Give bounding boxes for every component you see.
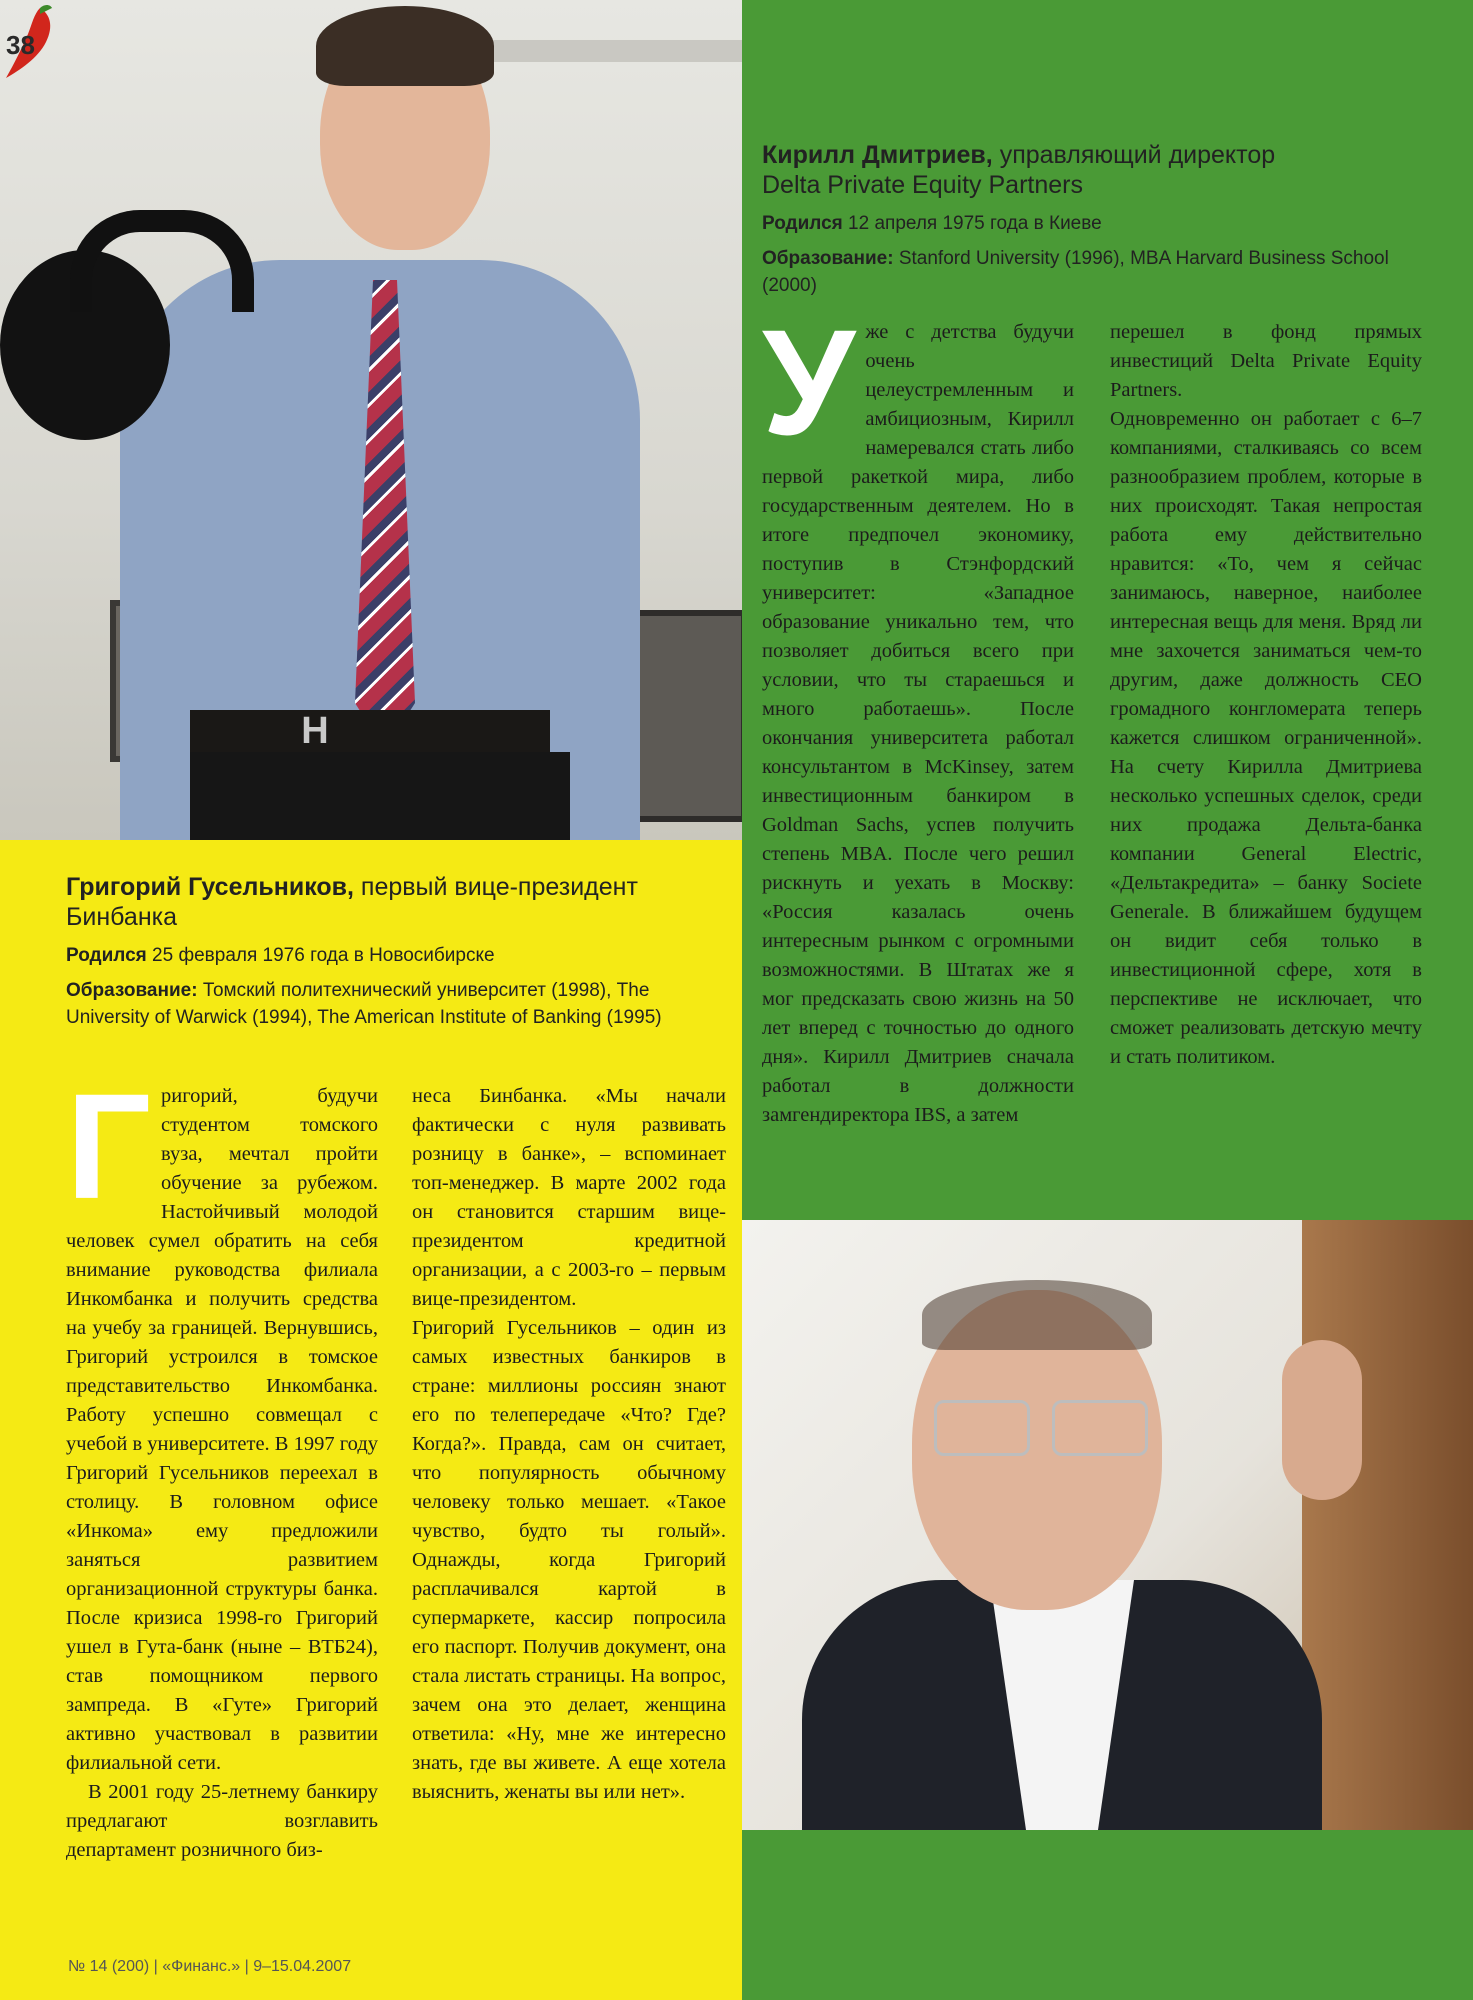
- right-person-born: [762, 210, 1462, 237]
- top-person-company: Бинбанка: [66, 903, 178, 931]
- hair: [922, 1280, 1152, 1350]
- education-value: Томский политехнический университет (1998), The University of Warwick (1994), The American Institute of Banking (1995): [66, 980, 662, 1028]
- glasses-left-lens: [934, 1400, 1030, 1456]
- education-label: Образование:: [66, 980, 198, 1001]
- right-education-value: Stanford University (1996), MBA Harvard Business School (2000): [762, 248, 1389, 296]
- footer-issue-info: № 14 (200) | «Финанс.» | 9–15.04.2007: [68, 1958, 352, 1975]
- right-person-position: управляющий директор: [992, 141, 1276, 169]
- right-col2-paragraph-1: перешел в фонд прямых инвестиций Delta Private Equity Partners.: [1110, 321, 1422, 401]
- dropcap-g: Г: [66, 1062, 152, 1230]
- hair: [316, 6, 494, 86]
- dropcap-u: У: [762, 298, 856, 466]
- belt: [190, 710, 550, 752]
- right-article-column-2: [1110, 318, 1422, 1072]
- green-footer-panel: [742, 1830, 1473, 2000]
- right-article-column-1: [762, 298, 1074, 1130]
- right-person-education: [762, 245, 1434, 299]
- top-article-column-1: [66, 1062, 378, 1865]
- right-born-value: 12 апреля 1975 года в Киеве: [842, 213, 1102, 234]
- right-person-company: Delta Private Equity Partners: [762, 171, 1083, 199]
- born-label: Родился: [66, 945, 147, 966]
- right-person-name: Кирилл Дмитриев,: [762, 141, 993, 169]
- wooden-door: [1302, 1220, 1473, 1830]
- top-col2-paragraph-1: неса Бинбанка. «Мы начали фактически с нуля развивать розницу в банке», – вспоминает топ-менеджер. В марте 2002 года он становится старшим вице-президентом кредитной организации, а с 2003-го – первым вице-президентом.: [412, 1085, 726, 1310]
- glasses-right-lens: [1052, 1400, 1148, 1456]
- hand: [1282, 1340, 1362, 1500]
- trousers: [190, 752, 570, 840]
- top-person-born: [66, 942, 726, 969]
- top-person-heading: [66, 872, 726, 932]
- belt-buckle: H: [301, 710, 329, 752]
- right-col1-paragraph-1: же с детства будучи очень целеустремленным и амбициозным, Кирилл намеревался стать либо первой ракеткой мира, либо государственным деятелем. Но в итоге предпочел экономику, поступив в Стэнфордский университет: «Западное образование уникально тем, что позволяет добиться всего при условии, что ты стараешься и много работаешь». После окончания университета работал консультантом в McKinsey, затем инвестиционным банкиром в Goldman Sachs, успев получить степень MBA. После чего решил рискнуть и уехать в Москву: «Россия казалась очень интересным рынком с огромными возможностями. В Штатах же я мог предсказать свою жизнь на 50 лет вперед с точностью до одного дня». Кирилл Дмитриев сначала работал в должности замгендиректора IBS, а затем: [762, 321, 1074, 1126]
- top-person-position: первый вице-президент: [353, 873, 638, 901]
- top-person-name: Григорий Гусельников,: [66, 873, 354, 901]
- top-col1-paragraph-1: ригорий, будучи студентом томского вуза, мечтал пройти обучение за рубежом. Настойчивый молодой человек сумел обратить на себя внимание руководства филиала Инкомбанка и получить средства на учебу за границей. Вернувшись, Григорий устроился в томское представительство Инкомбанка. Работу успешно совмещал с учебой в университете. В 1997 году Григорий Гусельников переехал в столицу. В головном офисе «Инкома» ему предложили заняться развитием организационной структуры банка. После кризиса 1998-го Григорий ушел в Гута-банк (ныне – ВТБ24), став помощником первого зампреда. В «Гуте» Григорий активно участвовал в развитии филиальной сети.: [66, 1085, 378, 1774]
- right-col2-paragraph-2: Одновременно он работает с 6–7 компаниями, сталкиваясь со всем разнообразием проблем, которые в них происходят. Такая непростая работа ему действительно нравится: «То, чем я сейчас занимаюсь, наверное, наиболее интересная вещь для меня. Вряд ли мне захочется заниматься чем-то другим, даже должность CEO громадного конгломерата теперь кажется слишком ограниченной». На счету Кирилла Дмитриева несколько успешных сделок, среди них продажа Дельта-банка компании General Electric, «Дельтакредита» – банку Societe Generale. В ближайшем будущем он видит себя только в инвестиционной сфере, хотя в перспективе не исключает, что сможет реализовать детскую мечту и стать политиком.: [1110, 408, 1422, 1068]
- kettlebell-handle: [70, 210, 254, 312]
- top-article-column-2: [412, 1082, 726, 1807]
- photo-guselnikov: [0, 0, 742, 840]
- right-education-label: Образование:: [762, 248, 894, 269]
- right-person-heading: [762, 140, 1462, 200]
- top-person-education: [66, 977, 696, 1031]
- right-born-label: Родился: [762, 213, 843, 234]
- photo-dmitriev: [742, 1220, 1473, 1830]
- top-col1-paragraph-2: В 2001 году 25-летнему банкиру предлагают возглавить департамент розничного биз-: [66, 1781, 378, 1861]
- born-value: 25 февраля 1976 года в Новосибирске: [146, 945, 495, 966]
- top-col2-paragraph-2: Григорий Гусельников – один из самых известных банкиров в стране: миллионы россиян знают его по телепередаче «Что? Где? Когда?». Правда, сам он считает, что популярность обычному человеку только мешает. «Такое чувство, будто ты голый». Однажды, когда Григорий расплачивался картой в супермаркете, кассир попросила его паспорт. Получив документ, она стала листать страницы. На вопрос, зачем она это делает, женщина ответила: «Ну, мне же интересно знать, где вы живете. А еще хотела выяснить, женаты вы или нет».: [412, 1317, 726, 1803]
- page-number: 38: [6, 30, 35, 60]
